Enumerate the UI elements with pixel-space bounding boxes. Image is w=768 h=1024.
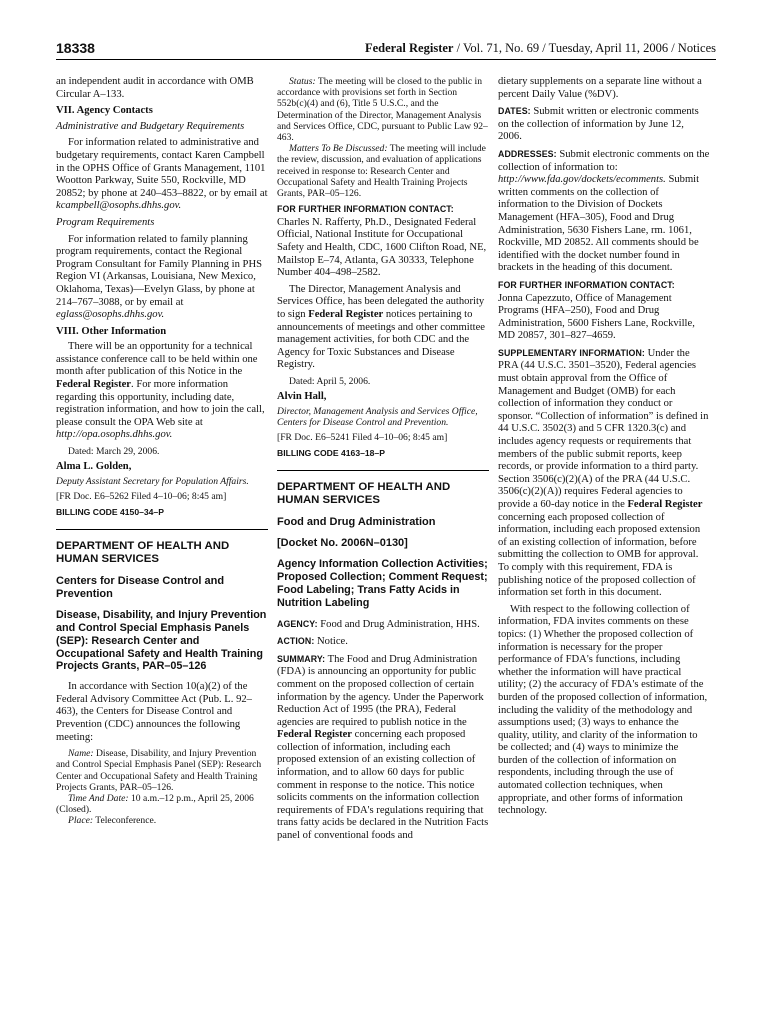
director-text-b: notices pertaining to announcements of meetings and other committee management activities, for both CDC and the Agency for Toxic Substances and Disease Registry. [277, 308, 485, 371]
contact-text: Jonna Capezzuto, Office of Management Programs (HFA–250), Food and Drug Administration, 5600 Fishers Lane, Rockville, MD 20857, 301–827–4659. [498, 292, 695, 342]
program-text: For information related to family planning program requirements, contact the Regional Program Consultant for Family Planning in PHS Region VI (Arkansas, Louisiana, New Mexico, Oklahoma, Texas)—Evelyn Glass, by phone at 214–767–3088, or by email at [56, 233, 262, 308]
audit-paragraph: an independent audit in accordance with OMB Circular A–133. [56, 76, 254, 100]
supplementary-text-b: concerning each proposed collection of information, including each proposed extension of an existing collection of information, before submitting the collection to OMB for approval. To comply with this requirement, FDA is publishing notice of the proposed collection of information set forth in this document. [498, 511, 701, 599]
matters-paragraph [277, 143, 489, 199]
matters-text: The meeting will include the review, discussion, and evaluation of applications received in response to: Research Center and Occupational Safety and Health Training Projects Grants, PAR–05–126. [277, 143, 486, 200]
federal-register-ref: Federal Register [308, 308, 384, 320]
time-label: Time And Date: [68, 793, 129, 804]
signer-title: Director, Management Analysis and Services Office, Centers for Disease Control and Prevention. [277, 405, 478, 428]
summary-text-a: The Food and Drug Administration (FDA) is announcing an opportunity for public comment on the proposed collection of certain information by the agency. Under the Paperwork Reduction Act of 1995 (the PRA), Federal agencies are required to publish notice in the [277, 653, 484, 728]
agency-label: AGENCY: [277, 618, 318, 629]
signer-name: Alma L. Golden, [56, 461, 132, 473]
dates-text: Submit written or electronic comments on the collection of information by June 12, 2006. [498, 106, 699, 143]
matters-label: Matters To Be Discussed: [289, 143, 388, 155]
notice-title: Agency Information Collection Activities; Proposed Collection; Comment Request; Food Labeling; Trans Fatty Acids in Nutrition Labeling [277, 558, 488, 609]
name-label: Name: [68, 748, 94, 760]
summary-label: SUMMARY: [277, 653, 326, 664]
respect-paragraph: With respect to the following collection of information, FDA invites comments on these topics: (1) Whether the proposed collection of information is necessary for the proper performance of FDA's functions, including whether the information will have practical utility; (2) the accuracy of FDA's estimate of the burden of the proposed collection of information, including the validity of the methodology and assumptions used; (3) ways to enhance the quality, utility, and clarity of the information to be collected; and (4) ways to minimize the burden of the collection of information on respondents, including through the use of automated collection techniques, when appropriate, and other forms of information technology. [498, 603, 708, 817]
program-heading: Program Requirements [56, 216, 155, 228]
admin-email[interactable]: kcampbell@osophs.dhhs.gov. [56, 200, 182, 212]
admin-paragraph [56, 137, 268, 213]
status-text: The meeting will be closed to the public in accordance with provisions set forth in Section 552b(c)(4) and (6), Title 5 U.S.C., and the Determination of the Director, Management Analysis and Services Office, CDC, pursuant to Public Law 92–463. [277, 76, 488, 144]
body-paragraph: In accordance with Section 10(a)(2) of the Federal Advisory Committee Act (Pub. L. 92–463), the Centers for Disease Control and Prevention (CDC) announces the following meeting: [56, 681, 252, 743]
docket-number: [Docket No. 2006N–0130] [277, 537, 408, 550]
action-line [277, 635, 489, 649]
supplementary-text-a: Under the PRA (44 U.S.C. 3501–3520), Federal agencies must obtain approval from the Office of Management and Budget (OMB) for each collection of information they conduct or sponsor. “Collection of information” is defined in 44 U.S.C. 3502(3) and 5 CFR 1320.3(c) and includes agency requests or requirements that members of the public submit reports, keep records, or provide information to a third party. Section 3506(c)(2)(A) of the PRA (44 U.S.C. 3506(c)(2)(A)) requires Federal agencies to provide a 60-day notice in the [498, 347, 709, 510]
dated-line: Dated: April 5, 2006. [289, 375, 371, 387]
other-text-a: There will be an opportunity for a technical assistance conference call to be held within one month after publication of this Notice in the [56, 341, 258, 378]
other-text-b: . For more information regarding this opportunity, including date, registration information, and how to join the call, please consult the OPA Web site at [56, 379, 265, 428]
federal-register-ref: Federal Register [627, 499, 703, 510]
summary-paragraph [277, 653, 489, 843]
billing-code: BILLING CODE 4150–34–P [56, 507, 164, 518]
action-label: ACTION: [277, 636, 315, 647]
department-heading: DEPARTMENT OF HEALTH AND HUMAN SERVICES [56, 539, 230, 566]
addresses-text-b: Submit written comments on the collection of information to the Division of Dockets Management (HFA–305), Food and Drug Administration, 5630 Fishers Lane, rm. 1061, Rockville, MD 20852. All comments should be identified with the docket number found in brackets in the heading of this document. [498, 174, 700, 274]
meeting-place [56, 815, 268, 826]
agency-heading: Food and Drug Administration [277, 515, 436, 528]
status-paragraph [277, 76, 489, 143]
meeting-time [56, 793, 268, 815]
place-text: Teleconference. [93, 815, 157, 827]
meeting-name [56, 748, 268, 793]
signer-title: Deputy Assistant Secretary for Population Affairs. [56, 475, 249, 487]
running-header [56, 36, 716, 60]
dates-label: DATES: [498, 106, 531, 117]
other-paragraph [56, 341, 268, 442]
federal-register-ref: Federal Register [277, 729, 353, 741]
issue-info: / Vol. 71, No. 69 / Tuesday, April 11, 2006 / Notices [453, 41, 716, 55]
divider [277, 470, 489, 471]
action-text: Notice. [314, 636, 348, 648]
fr-doc-line: [FR Doc. E6–5241 Filed 4–10–06; 8:45 am] [277, 432, 448, 444]
running-head [365, 41, 716, 56]
ecomments-url[interactable]: http://www.fda.gov/dockets/ecomments. [498, 174, 666, 186]
section-agency-contacts: VII. Agency Contacts [56, 105, 153, 117]
journal-name: Federal Register [364, 41, 454, 55]
supplementary-label: SUPPLEMENTARY INFORMATION: [498, 347, 645, 358]
department-heading: DEPARTMENT OF HEALTH AND HUMAN SERVICES [277, 480, 451, 507]
divider [56, 529, 268, 530]
addresses-paragraph [498, 148, 710, 275]
program-paragraph [56, 234, 268, 322]
agency-heading: Centers for Disease Control and Prevention [56, 574, 225, 601]
director-text-a: The Director, Management Analysis and Services Office, has been delegated the authority to sign [277, 283, 485, 320]
program-email[interactable]: eglass@osophs.dhhs.gov. [56, 309, 165, 321]
name-text: Disease, Disability, and Injury Prevention and Control Special Emphasis Panel (SEP): Research Center and Occupational Safety and Health Training Projects Grants, PAR–05–126. [56, 748, 262, 793]
time-text: 10 a.m.–12 p.m., April 25, 2006 (Closed). [56, 793, 254, 816]
column-3 [498, 76, 710, 822]
admin-heading: Administrative and Budgetary Requirements [56, 120, 245, 132]
addresses-label: ADDRESSES: [498, 148, 557, 159]
dates-paragraph [498, 105, 710, 144]
section-other-information: VIII. Other Information [56, 325, 167, 337]
agency-line [277, 618, 489, 632]
fr-doc-line: [FR Doc. E6–5262 Filed 4–10–06; 8:45 am] [56, 491, 227, 503]
director-paragraph [277, 284, 489, 372]
agency-text: Food and Drug Administration, HHS. [317, 618, 480, 630]
contact-text: Charles N. Rafferty, Ph.D., Designated Federal Official, National Institute for Occupational Safety and Health, CDC, 1600 Clifton Road, NE, Mailstop E–74, Atlanta, GA 30333, Telephone Number 404–498–2582. [277, 216, 487, 279]
notice-title: Disease, Disability, and Injury Prevention and Control Special Emphasis Panels (SEP): Research Center and Occupational Safety and Health Training Projects Grants, PAR–05–126 [56, 609, 267, 673]
place-label: Place: [68, 815, 94, 827]
admin-text: For information related to administrative and budgetary requirements, contact Karen Campbell in the OPHS Office of Grants Management, 1101 Wootton Parkway, Suite 550, Rockville, MD 20852; by phone at 240–453–8822, or by email at [56, 137, 268, 199]
contact-label: FOR FURTHER INFORMATION CONTACT: [277, 204, 454, 215]
page-number: 18338 [56, 40, 95, 56]
dated-line: Dated: March 29, 2006. [68, 446, 160, 458]
opa-url[interactable]: http://opa.osophs.dhhs.gov. [56, 429, 173, 441]
contact-label: FOR FURTHER INFORMATION CONTACT: [498, 279, 675, 290]
supplementary-paragraph [498, 347, 710, 600]
federal-register-ref: Federal Register [56, 379, 132, 391]
status-label: Status: [289, 76, 316, 87]
continued-paragraph: dietary supplements on a separate line without a percent Daily Value (%DV). [498, 76, 702, 100]
column-1 [56, 76, 268, 831]
column-2 [277, 76, 489, 847]
addresses-text-a: Submit electronic comments on the collection of information to: [498, 148, 710, 173]
billing-code: BILLING CODE 4163–18–P [277, 448, 385, 459]
summary-text-b: concerning each proposed collection of information, including each proposed extension of an existing collection of information, and to allow 60 days for public comment in response to the notice. This notice solicits comments on the information collection requirements of FDA's regulations requiring that trans fatty acids be declared in the Nutrition Facts panel of conventional foods and [277, 729, 489, 842]
signer-name: Alvin Hall, [277, 391, 327, 403]
